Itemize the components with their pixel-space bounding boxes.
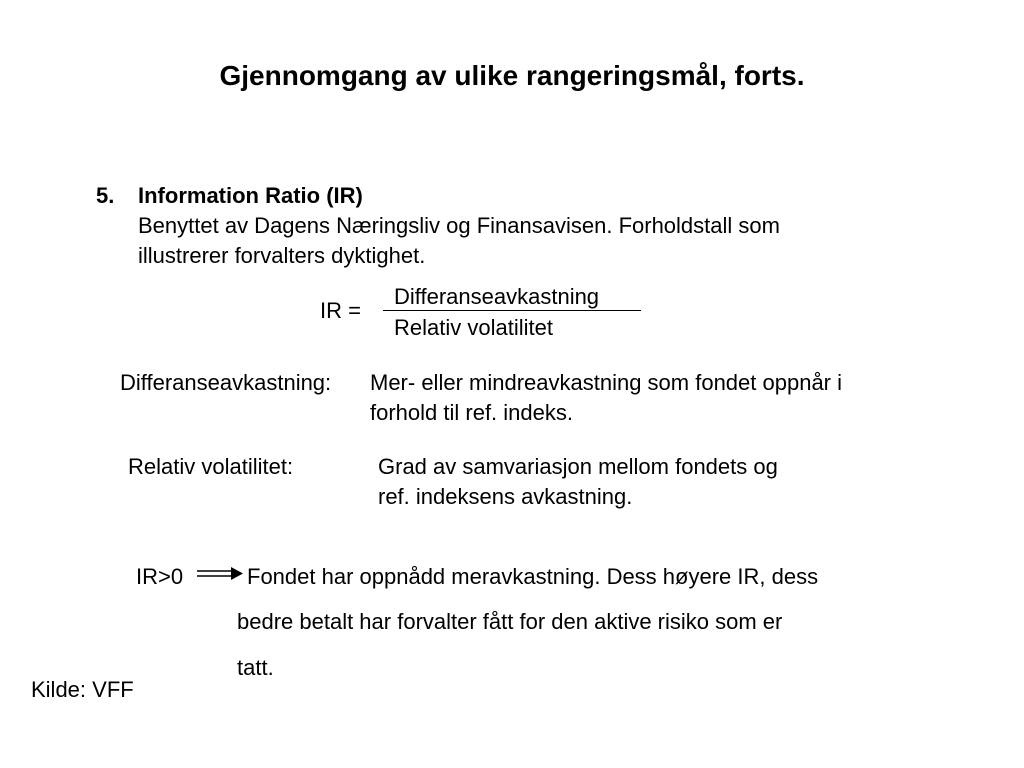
item-description-line-2: illustrerer forvalters dyktighet. (138, 243, 426, 268)
source-note: Kilde: VFF (31, 677, 134, 702)
formula-numerator: Differanseavkastning (394, 284, 600, 309)
item-number: 5. (96, 183, 115, 208)
conclusion-line-3: tatt. (237, 655, 274, 680)
implies-arrow-icon (197, 566, 243, 582)
conclusion-line-1: Fondet har oppnådd meravkastning. Dess høyere IR, dess (247, 564, 819, 589)
definition-text-line-2: forhold til ref. indeks. (370, 400, 573, 425)
definition-term-differanseavkastning: Differanseavkastning: (120, 370, 332, 395)
conclusion-condition: IR>0 (136, 564, 184, 589)
definition-text-line-1: Mer- eller mindreavkastning som fondet oppnår i (370, 370, 843, 395)
definition-term-relativ-volatilitet: Relativ volatilitet: (128, 454, 294, 479)
slide-title: Gjennomgang av ulike rangeringsmål, forts. (219, 60, 805, 91)
conclusion-line-2: bedre betalt har forvalter fått for den aktive risiko som er (237, 609, 783, 634)
formula-denominator: Relativ volatilitet (394, 315, 553, 340)
formula-lhs: IR = (320, 298, 361, 323)
definition-text-line-1: Grad av samvariasjon mellom fondets og (378, 454, 778, 479)
item-description-line-1: Benyttet av Dagens Næringsliv og Finansavisen. Forholdstall som (138, 213, 780, 238)
fraction-bar (383, 310, 641, 311)
item-heading: Information Ratio (IR) (138, 183, 363, 208)
definition-text-line-2: ref. indeksens avkastning. (378, 484, 633, 509)
